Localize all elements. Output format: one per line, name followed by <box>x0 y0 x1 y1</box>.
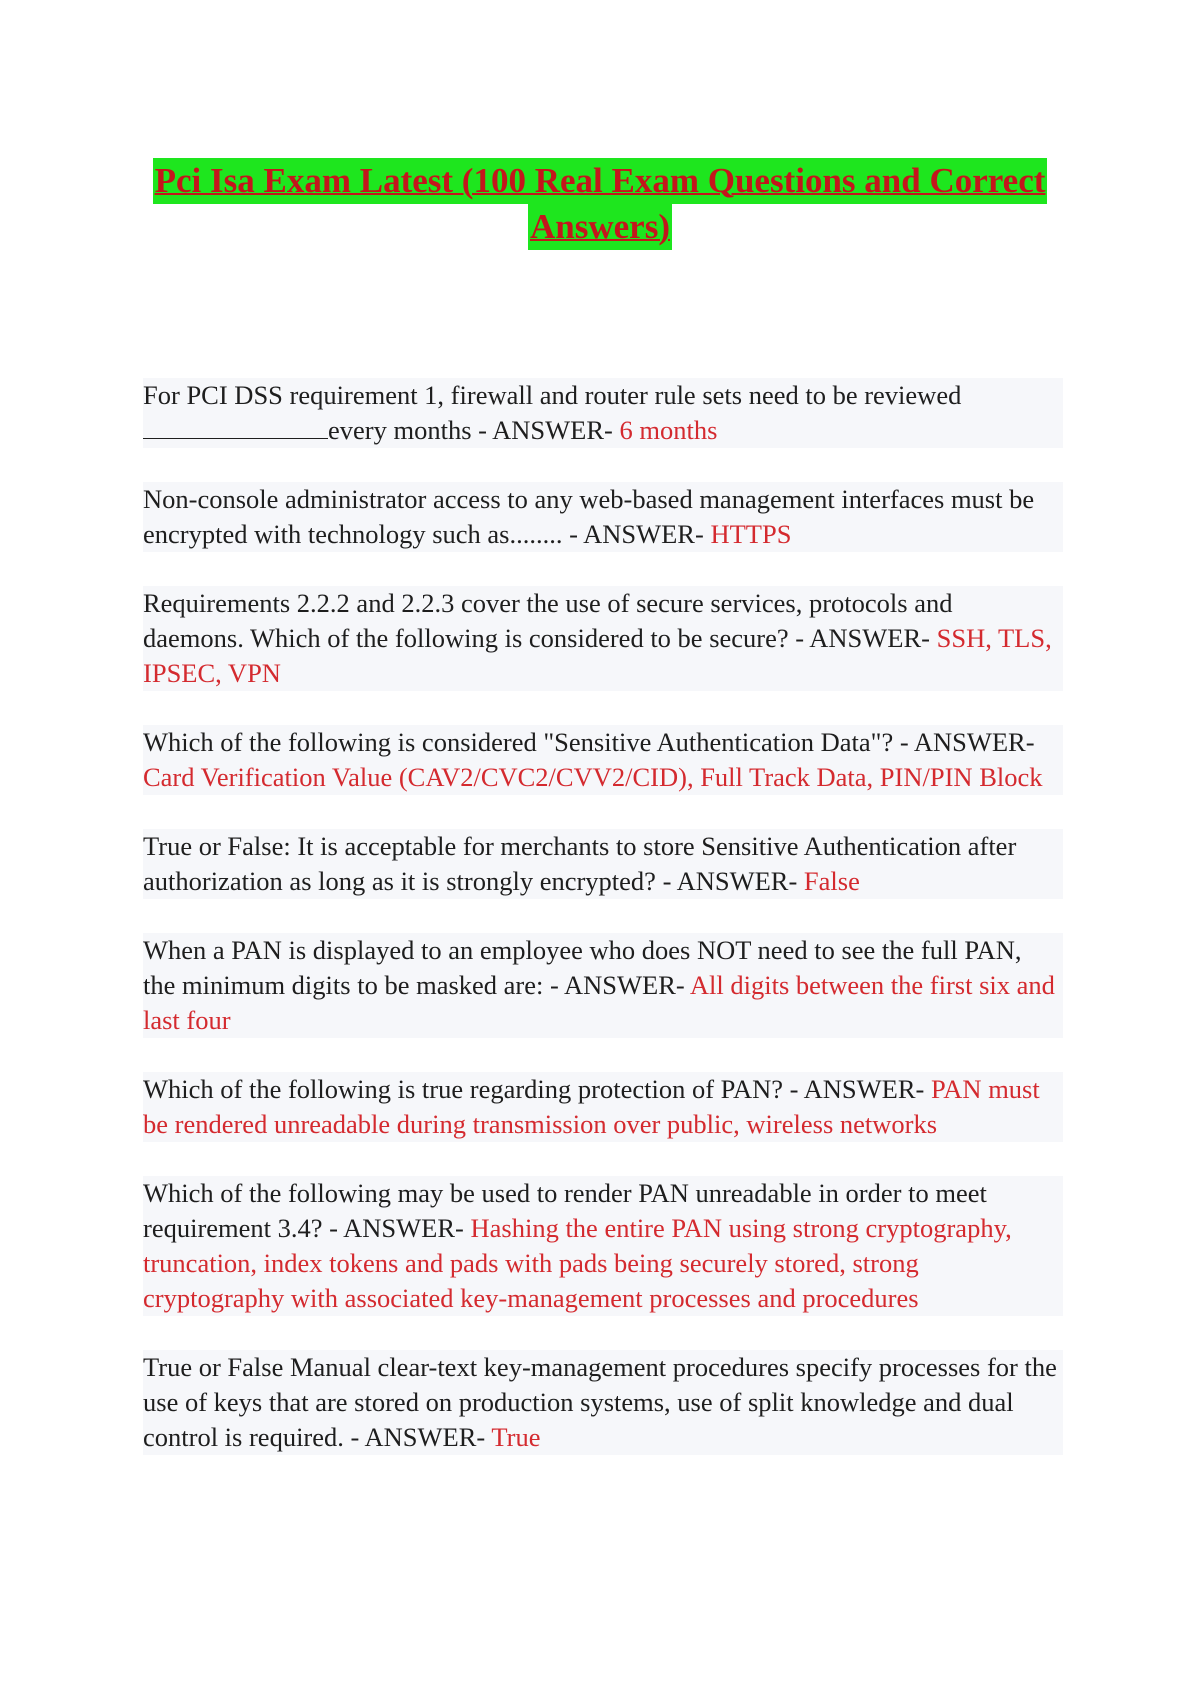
question-text: Which of the following may be used to render PAN unreadable in order to meet requirement 3.4? <box>143 1178 987 1243</box>
answer-text: Hashing the entire PAN using strong cryptography, truncation, index tokens and pads with pads being securely stored, strong cryptography with associated key-management processes and procedures <box>143 1213 1012 1313</box>
answer-separator: - ANSWER- <box>783 1074 931 1104</box>
answer-separator: - ANSWER- <box>543 970 690 1000</box>
answer-separator: - ANSWER- <box>562 519 711 549</box>
answer-text: HTTPS <box>710 519 792 549</box>
answer-separator: - ANSWER- <box>471 415 620 445</box>
answer-text: All digits between the first six and last four <box>143 970 1055 1035</box>
qa-item-4 <box>143 725 1063 795</box>
question-text: Which of the following is true regarding protection of PAN? <box>143 1074 784 1104</box>
question-text: Requirements 2.2.2 and 2.2.3 cover the use of secure services, protocols and daemons. Which of the following is considered to be secure? <box>143 588 953 653</box>
answer-text: 6 months <box>619 415 718 445</box>
question-text: Non-console administrator access to any web-based management interfaces must be encrypted with technology such as........ <box>143 484 1035 549</box>
qa-item-9 <box>143 1350 1063 1455</box>
document-title <box>150 158 1050 250</box>
title-line-2: Answers) <box>528 204 672 250</box>
answer-separator: - ANSWER- <box>893 727 1035 757</box>
question-text: Which of the following is considered "Sensitive Authentication Data"? <box>143 727 894 757</box>
title-line-1: Pci Isa Exam Latest (100 Real Exam Questions and Correct <box>153 158 1048 204</box>
answer-separator: - ANSWER- <box>788 623 937 653</box>
answer-separator: - ANSWER- <box>343 1422 492 1452</box>
qa-item-3 <box>143 586 1063 691</box>
qa-item-5 <box>143 829 1063 899</box>
qa-list <box>143 378 1063 1489</box>
qa-item-7 <box>143 1072 1063 1142</box>
fill-in-blank <box>143 414 328 439</box>
qa-item-1 <box>143 378 1063 448</box>
answer-text: PAN must be rendered unreadable during transmission over public, wireless networks <box>143 1074 1040 1139</box>
answer-text: True <box>491 1422 541 1452</box>
qa-item-2 <box>143 482 1063 552</box>
qa-item-8 <box>143 1176 1063 1316</box>
question-text: True or False: It is acceptable for merchants to store Sensitive Authentication after authorization as long as it is strongly encrypted? <box>143 831 1017 896</box>
question-text: True or False Manual clear-text key-management procedures specify processes for the use of keys that are stored on production systems, use of split knowledge and dual control is required. <box>143 1352 1057 1452</box>
question-text: For PCI DSS requirement 1, firewall and router rule sets need to be reviewed <box>143 380 962 410</box>
qa-item-6 <box>143 933 1063 1038</box>
question-text: When a PAN is displayed to an employee who does NOT need to see the full PAN, the minimum digits to be masked are: <box>143 935 1022 1000</box>
answer-text: False <box>803 866 860 896</box>
answer-separator: - ANSWER- <box>655 866 804 896</box>
answer-separator: - ANSWER- <box>322 1213 471 1243</box>
answer-text: Card Verification Value (CAV2/CVC2/CVV2/CID), Full Track Data, PIN/PIN Block <box>143 762 1043 792</box>
answer-text: SSH, TLS, IPSEC, VPN <box>143 623 1052 688</box>
question-text-continued: every months <box>328 415 472 445</box>
